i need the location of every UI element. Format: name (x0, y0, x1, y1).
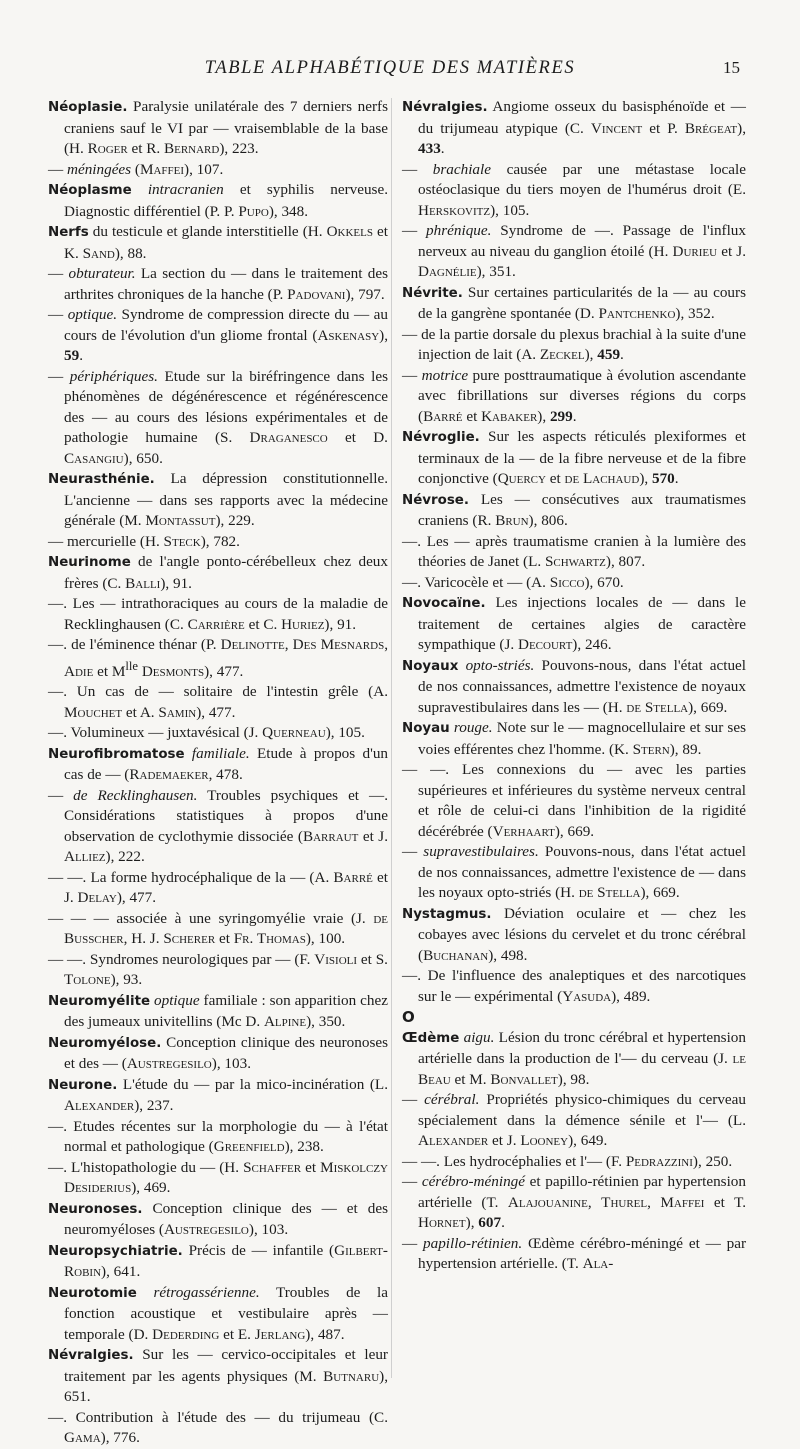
index-entry: Œdème aigu. Lésion du tronc cérébral et hypertension artérielle dans la production de l'— du cerveau (J. le Beau et M. Bonvallet), 98. (402, 1028, 746, 1088)
left-column (48, 97, 388, 1449)
index-entry: — méningées (Maffei), 107. (48, 160, 224, 178)
index-entry: Nerfs du testicule et glande interstitielle (H. Okkels et K. Sand), 88. (48, 223, 388, 262)
index-entry: Néoplasie. Paralysie unilatérale des 7 derniers nerfs craniens sauf le VI par — vraisemblable de la base (H. Roger et R. Bernard), 223. (48, 98, 388, 157)
running-title: TABLE ALPHABÉTIQUE DES MATIÈRES (204, 58, 576, 78)
index-entry: Neurone. L'étude du — par la mico-incinération (L. Alexander), 237. (48, 1075, 388, 1115)
index-entry: Névrose. Les — consécutives aux traumatismes craniens (R. Brun), 806. (402, 490, 746, 529)
index-entry: Névroglie. Sur les aspects réticulés plexiformes et terminaux de la — de la fibre nerveuse et de la fibre conjonctive (Quercy et de Lachaud), 570. (402, 428, 746, 487)
index-entry: — brachiale causée par une métastase locale ostéoclasique du tiers moyen de l'humérus droit (E. Herskovitz), 105. (402, 160, 746, 219)
index-entry: — cérébro-méningé et papillo-rétinien par hypertension artérielle (T. Alajouanine, Thurel, Maffei et T. Hornet), 607. (402, 1173, 747, 1231)
index-entry: —. Etudes récentes sur la morphologie du — à l'état normal et pathologique (Greenfield), 238. (48, 1117, 388, 1156)
column-separator (391, 98, 392, 1378)
index-entry: —. Les — après traumatisme cranien à la lumière des théories de Janet (L. Schwartz), 807. (402, 532, 746, 570)
index-entry: Neurotomie rétrogassérienne. Troubles de la fonction acoustique et vestibulaire après — temporale (D. Dederding et E. Jerlang), 487. (48, 1283, 388, 1343)
index-entry: Neurofibromatose familiale. Etude à propos d'un cas de — (Rademaeker, 478. (48, 744, 389, 784)
index-entry: —. Les — intrathoraciques au cours de la maladie de Recklinghausen (C. Carrière et C. Huriez), 91. (48, 595, 388, 633)
index-entry: — cérébral. Propriétés physico-chimiques du cerveau spécialement dans la démence sénile et l'— (L. Alexander et J. Looney), 649. (402, 1091, 746, 1149)
index-entry: — obturateur. La section du — dans le traitement des arthrites chroniques de la hanche (P. Padovani), 797. (48, 265, 389, 303)
index-entry: — papillo-rétinien. Œdème cérébro-méningé et — par hypertension artérielle. (T. Ala- (402, 1234, 747, 1272)
index-entry: Névralgies. Angiome osseux du basisphénoïde et — du trijumeau atypique (C. Vincent et P. Brégeat), 433. (402, 98, 746, 157)
index-entry: — phrénique. Syndrome de —. Passage de l'influx nerveux au niveau du ganglion étoilé (H. Durieu et J. Dagnélie), 351. (402, 222, 746, 280)
index-entry: —. Varicocèle et — (A. Sicco), 670. (402, 573, 624, 591)
index-entry: Noyau rouge. Note sur le — magnocellulaire et sur ses voies efférentes chez l'homme. (K. Stern), 89. (402, 719, 746, 758)
index-entry: —. de l'éminence thénar (P. Delinotte, Des Mesnards, Adie et $M^{lle}$ Desmonts), 477. (48, 636, 389, 680)
index-entry: —. Volumineux — juxtavésical (J. Querneau), 105. (48, 724, 365, 742)
index-entry: — périphériques. Etude sur la biréfringence dans les phénomènes de dégénérescence et régénérescence des — au cours des lésions expérimentales et de pathologie humaine (S. Draganesco et D. Casangiu), 650. (48, 367, 389, 467)
index-entry: Neurinome de l'angle ponto-cérébelleux chez deux frères (C. Balli), 91. (48, 553, 388, 592)
page-header (40, 58, 740, 84)
index-entry: — de Recklinghausen. Troubles psychiques et —. Considérations statistiques à propos d'une observation de cyclothymie dissociée (Barraut et J. Alliez), 222. (48, 786, 389, 866)
index-entry: Névralgies. Sur les — cervico-occipitales et leur traitement par les agents physiques (M. Butnaru), 651. (48, 1346, 388, 1406)
index-entry: — —. La forme hydrocéphalique de la — (A. Barré et J. Delay), 477. (48, 868, 388, 907)
index-entry: —. L'histopathologie du — (H. Schaffer et Miskolczy Desiderius), 469. (48, 1158, 389, 1197)
index-entry: — — — associée à une syringomyélie vraie (J. de Busscher, H. J. Scherer et Fr. Thomas), 100. (48, 909, 388, 948)
index-entry: —. Contribution à l'étude des — du trijumeau (C. Gama), 776. (48, 1408, 388, 1447)
index-entry: — —. Les hydrocéphalies et l'— (F. Pedrazzini), 250. (402, 1152, 733, 1170)
index-entry: Nystagmus. Déviation oculaire et — chez les cobayes avec lésions du cervelet et du tronc cérébral (Buchanan), 498. (402, 904, 746, 964)
index-entry: — optique. Syndrome de compression directe du — au cours de l'évolution d'un gliome frontal (Askenasy), 59. (48, 306, 389, 364)
index-entry: — —. Syndromes neurologiques par — (F. Visioli et S. Tolone), 93. (48, 950, 388, 989)
index-entry: — mercurielle (H. Steck), 782. (48, 532, 240, 550)
index-entry: Novocaïne. Les injections locales de — dans le traitement de certaines algies de caractère sympathique (J. Decourt), 246. (402, 594, 746, 653)
index-entry: — —. Les connexions du — avec les parties supérieures et inférieures du système nerveux central et rôle de celui-ci dans l'inhibition de la rigidité décérébrée (Verhaart), 669. (402, 761, 746, 840)
index-entry: —. De l'influence des analeptiques et des narcotiques sur le — expérimental (Yasuda), 489. (402, 967, 746, 1005)
index-entry: Neurasthénie. La dépression constitutionnelle. L'ancienne — dans ses rapports avec la médecine générale (M. Montassut), 229. (48, 470, 388, 529)
index-entry: Névrite. Sur certaines particularités de la — au cours de la gangrène spontanée (D. Pantchenko), 352. (402, 283, 746, 322)
page-number: 15 (723, 58, 740, 77)
index-entry: —. Un cas de — solitaire de l'intestin grêle (A. Mouchet et A. Samin), 477. (48, 683, 388, 721)
index-entry: Neuropsychiatrie. Précis de — infantile (Gilbert-Robin), 641. (48, 1241, 388, 1281)
index-entry: Noyaux opto-striés. Pouvons-nous, dans l'état actuel de nos connaissances, admettre l'existence de noyaux supravestibulaires dans les — (H. de Stella), 669. (402, 656, 747, 716)
right-column (402, 97, 746, 1275)
index-entry: Neuromyélite optique familiale : son apparition chez des jumeaux univitellins (Mc D. Alpine), 350. (48, 991, 388, 1031)
index-entry: Neuromyélose. Conception clinique des neuronoses et des — (Austregesilo), 103. (48, 1033, 388, 1073)
index-entry: — supravestibulaires. Pouvons-nous, dans l'état actuel de nos connaissances, admettre l'existence de — dans les noyaux opto-striés (H. de Stella), 669. (402, 843, 747, 901)
section-letter: O (402, 1008, 415, 1026)
index-entry: Néoplasme intracranien et syphilis nerveuse. Diagnostic différentiel (P. P. Pupo), 348. (48, 181, 388, 220)
index-entry: Neuronoses. Conception clinique des — et des neuromyéloses (Austregesilo), 103. (48, 1199, 388, 1239)
index-entry: — motrice pure posttraumatique à évolution ascendante avec fibrillations sur diverses régions du corps (Barré et Kabaker), 299. (402, 366, 747, 425)
index-entry: — de la partie dorsale du plexus brachial à la suite d'une injection de lait (A. Zeckel), 459. (402, 325, 746, 363)
